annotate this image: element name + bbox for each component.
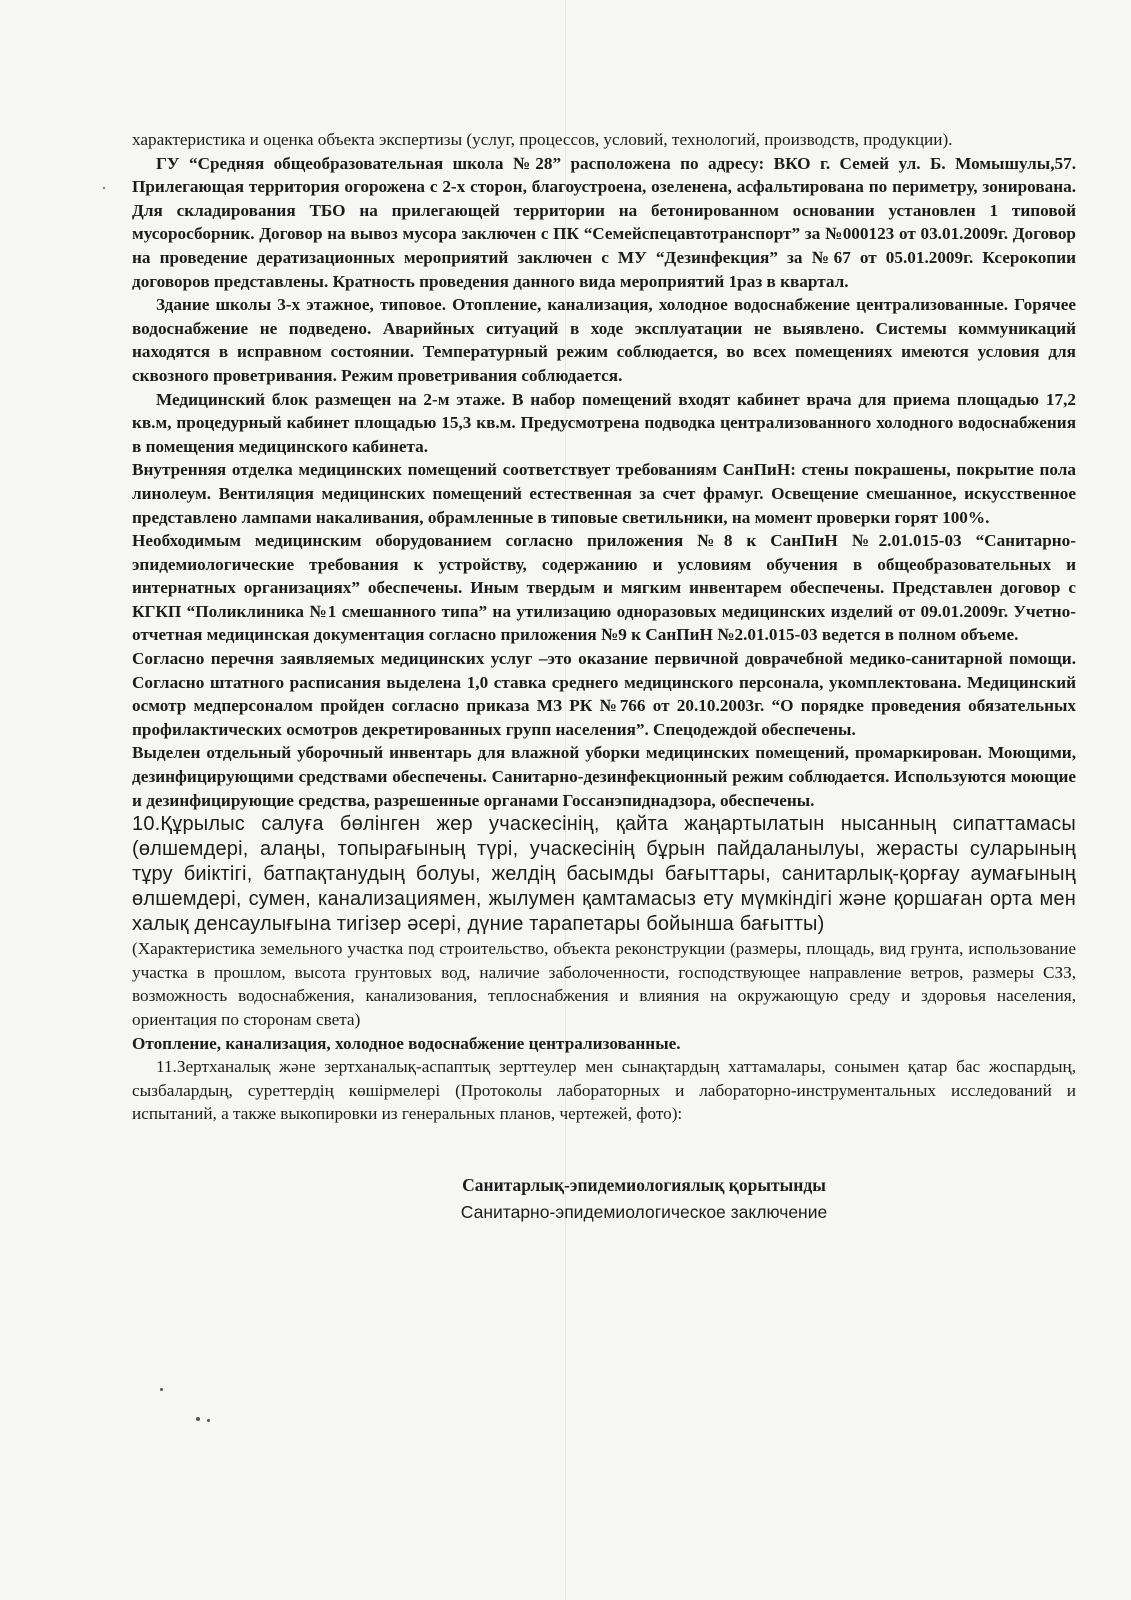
document-body xyxy=(132,128,1076,1226)
interior-finish-paragraph: Внутренняя отделка медицинских помещений соответствует требованиям СанПиН: стены покрашены, покрытие пола линолеум. Вентиляция медицинских помещений естественная за счет фрамуг. Освещение смешанное, искусственное представлено лампами накаливания, обрамленные в типовые светильники, на момент проверки горят 100%. xyxy=(132,460,1076,527)
section-10-answer: Отопление, канализация, холодное водоснабжение централизованные. xyxy=(132,1033,681,1053)
section-10-kazakh: 10.Құрылыс салуға бөлінген жер учаскесінің, қайта жаңартылатын нысанның сипаттамасы (өлшемдері, алаңы, топырағының түрі, учаскесінің бұрын пайдаланылуы, жерасты суларының тұру биіктігі, батпақтанудың болуы, желдің басымды бағыттары, санитарлық-қорғау аумағының өлшемдері, сумен, канализациямен, жылумен қамтамасыз ету мүмкіндігі және қоршаған орта мен халық денсаулығына тигізер әсері, дүние тарапетары бойынша бағытты) xyxy=(132,813,1076,936)
section-11-paragraph: 11.Зертханалық және зертханалық-аспаптық зерттеулер мен сынақтардың хаттамалары, сонымен қатар бас жоспардың, сызбалардың, суреттердің көшірмелері (Протоколы лабораторных и лабораторно-инструментальных исследований и испытаний, а также выкопировки из генеральных планов, чертежей, фото): xyxy=(132,1057,1076,1124)
scan-speck xyxy=(160,1388,163,1391)
medical-services-paragraph: Согласно перечня заявляемых медицинских услуг –это оказание первичной доврачебной медико-санитарной помощи. Согласно штатного расписания выделена 1,0 ставка среднего медицинского персонала, укомплектована. Медицинский осмотр медперсоналом пройден согласно приказа МЗ РК №766 от 20.10.2003г. “О порядке проведения обязательных профилактических осмотров декретированных групп населения”. Спецодеждой обеспечены. xyxy=(132,649,1076,739)
scan-speck xyxy=(196,1417,200,1421)
conclusion-title-kazakh: Санитарлық-эпидемиологиялық қорытынды xyxy=(462,1174,826,1195)
intro-paragraph: характеристика и оценка объекта экспертизы (услуг, процессов, условий, технологий, производств, продукции). xyxy=(132,130,953,149)
scan-speck xyxy=(103,187,105,189)
equipment-paragraph: Необходимым медицинским оборудованием согласно приложения №8 к СанПиН №2.01.015-03 “Санитарно-эпидемиологические требования к устройству, содержанию и условиям обучения в общеобразовательных и интернатных организациях” обеспечены. Иным твердым и мягким инвентарем обеспечены. Представлен договор с КГКП “Поликлиника №1 смешанного типа” на утилизацию одноразовых медицинских изделий от 09.01.2009г. Учетно- отчетная медицинская документация согласно приложения №9 к СанПиН №2.01.015-03 ведется в полном объеме. xyxy=(132,531,1076,645)
cleaning-paragraph: Выделен отдельный уборочный инвентарь для влажной уборки медицинских помещений, промаркирован. Моющими, дезинфицирующими средствами обеспечены. Санитарно-дезинфекционный режим соблюдается. Используются моющие и дезинфицирующие средства, разрешенные органами Госсанэпиднадзора, обеспечены. xyxy=(132,743,1076,810)
school-location-paragraph: ГУ “Средняя общеобразовательная школа №28” расположена по адресу: ВКО г. Семей ул. Б. Момышулы,57. Прилегающая территория огорожена с 2-х сторон, благоустроена, озеленена, асфальтирована по периметру, зонирована. Для складирования ТБО на прилегающей территории на бетонированном основании установлен 1 типовой мусоросборник. Договор на вывоз мусора заключен с ПК “Семейспецавтотранспорт” за №000123 от 03.01.2009г. Договор на проведение дератизационных мероприятий заключен с МУ “Дезинфекция” за №67 от 05.01.2009г. Ксерокопии договоров представлены. Кратность проведения данного вида мероприятий 1раз в квартал. xyxy=(132,153,1076,291)
medical-block-paragraph: Медицинский блок размещен на 2-м этаже. В набор помещений входят кабинет врача для приема площадью 17,2 кв.м, процедурный кабинет площадью 15,3 кв.м. Предусмотрена подводка централизованного холодного водоснабжения в помещения медицинского кабинета. xyxy=(132,389,1076,456)
building-paragraph: Здание школы 3-х этажное, типовое. Отопление, канализация, холодное водоснабжение централизованные. Горячее водоснабжение не подведено. Аварийных ситуаций в ходе эксплуатации не выявлено. Системы коммуникаций находятся в исправном состоянии. Температурный режим соблюдается, во всех помещениях имеются условия для сквозного проветривания. Режим проветривания соблюдается. xyxy=(132,295,1076,385)
section-10-russian: (Характеристика земельного участка под строительство, объекта реконструкции (размеры, площадь, вид грунта, использование участка в прошлом, высота грунтовых вод, наличие заболоченности, господствующее направление ветров, размеры СЗЗ, возможность водоснабжения, канализования, теплоснабжения и влияния на окружающую среду и здоровья населения, ориентация по сторонам света) xyxy=(132,939,1076,1029)
conclusion-title-russian: Санитарно-эпидемиологическое заключение xyxy=(460,1201,828,1222)
scan-speck xyxy=(207,1419,210,1422)
